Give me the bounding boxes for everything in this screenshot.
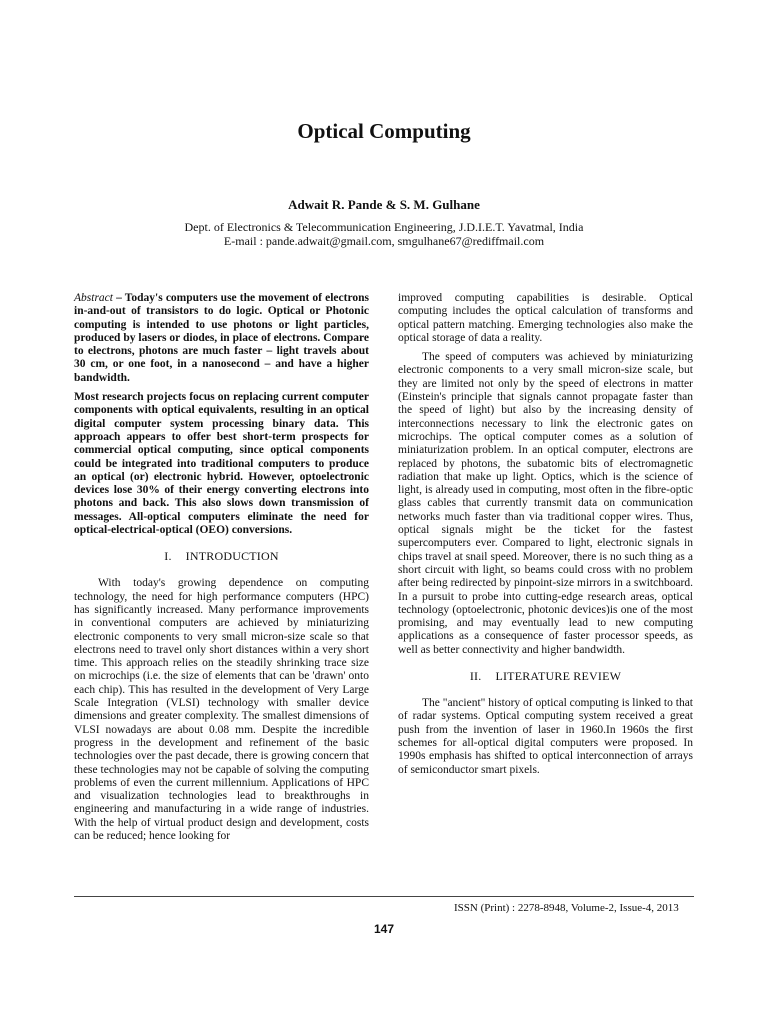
- right-column: [398, 292, 693, 783]
- affiliation: Dept. of Electronics & Telecommunication Engineering, J.D.I.E.T. Yavatmal, India: [184, 220, 584, 234]
- section-number: I.: [164, 549, 172, 564]
- abstract-paragraph-2: Most research projects focus on replacing current computer components with optical equivalents, resulting in an optical digital computer system processing binary data. This approach appears to offer best short-term prospects for commercial optical computing, since optical components could be integrated into traditional computers to produce an optical (or) electronic hybrid. However, optoelectronic devices lose 30% of their energy converting electrons into photons and back. This also slows down transmission of messages. All-optical computers eliminate the need for optical-electrical-optical (OEO) conversions.: [74, 391, 369, 537]
- intro-paragraph-2: The speed of computers was achieved by miniaturizing electronic components to a very small micron-size scale, but they are limited not only by the speed of electrons in matter (Einstein's principle that signals cannot propagate faster than the speed of light) but also by the increasing density of interconnections necessary to link the electronic gates on microchips. The optical computer comes as a solution of miniaturization problem. In an optical computer, electrons are replaced by photons, the subatomic bits of electromagnetic radiation that make up light. Optics, which is the science of light, is already used in computing, most often in the fibre-optic glass cables that currently transmit data on communication networks much faster than via traditional copper wires. Thus, optical signals might be the ticket for the fastest supercomputers ever. Compared to light, electronic signals in chips travel at snail speed. Moreover, there is no such thing as a short circuit with light, so beams could cross with no problem after being redirected by pinpoint-size mirrors in a switchboard. In a pursuit to probe into cutting-edge research areas, optical technology (optoelectronic, photonic devices)is one of the most promising, and may eventually lead to new computing applications as a consequence of faster processor speeds, as well as better connectivity and higher bandwidth.: [398, 351, 693, 656]
- section-title: LITERATURE REVIEW: [495, 669, 622, 684]
- lit-paragraph-1: The "ancient" history of optical computing is linked to that of radar systems. Optical computing system received a great push from the invention of laser in 1960.In 1960s the first schemes for all-optical digital computers were proposed. In 1990s emphasis has shifted to optical interconnection of arrays of semiconductor smart pixels.: [398, 697, 693, 776]
- affiliation-block: [0, 220, 768, 248]
- intro-paragraph-1-continued: improved computing capabilities is desirable. Optical computing includes the optical calculation of transforms and optical pattern matching. Emerging technologies also make the optical storage of data a reality.: [398, 292, 693, 344]
- section-heading-introduction: [74, 549, 369, 563]
- section-title: INTRODUCTION: [185, 549, 279, 564]
- section-number: II.: [469, 669, 482, 684]
- abstract-paragraph-1: [74, 292, 369, 385]
- paper-title: Optical Computing: [297, 119, 471, 143]
- page-number: 147: [373, 922, 395, 936]
- section-heading-literature-review: [398, 669, 693, 683]
- intro-paragraph-1: With today's growing dependence on computing technology, the need for high performance computers (HPC) has significantly increased. Many performance improvements in conventional computers are achieved by miniaturizing electronic components to very small micron-size scale so that electrons need to travel only short distances within a very short time. This approach relies on the steadily shrinking trace size on microchips (i.e. the size of elements that can be 'drawn' onto each chip). This has resulted in the development of Very Large Scale Integration (VLSI) technology with smaller device dimensions and greater complexity. The smallest dimensions of VLSI nowadays are about 0.08 mm. Despite the incredible progress in the development and refinement of the basic technologies over the past decade, there is growing concern that these technologies may not be capable of solving the computing problems of even the current millennium. Applications of HPC and visualization technologies lead to breakthroughs in engineering and manufacturing in a wide range of industries. With the help of virtual product design and development, costs can be reduced; hence looking for: [74, 577, 369, 842]
- abstract-text-1: Today's computers use the movement of electrons in-and-out of transistors to do logic. Optical or Photonic computing is intended to use photons or light particles, produced by lasers or diodes, in place of electrons. Compare to electrons, photons are much faster – light travels about 30 cm, or one foot, in a nanosecond – and have a higher bandwidth.: [74, 292, 369, 384]
- footer-issn: ISSN (Print) : 2278-8948, Volume-2, Issue-4, 2013: [454, 902, 679, 914]
- email: E-mail : pande.adwait@gmail.com, smgulhane67@rediffmail.com: [223, 234, 545, 248]
- footer-rule: [74, 896, 694, 897]
- abstract-label: Abstract: [74, 292, 113, 304]
- paper-authors: Adwait R. Pande & S. M. Gulhane: [288, 197, 480, 212]
- left-column: [74, 292, 369, 849]
- abstract-dash: –: [112, 292, 125, 304]
